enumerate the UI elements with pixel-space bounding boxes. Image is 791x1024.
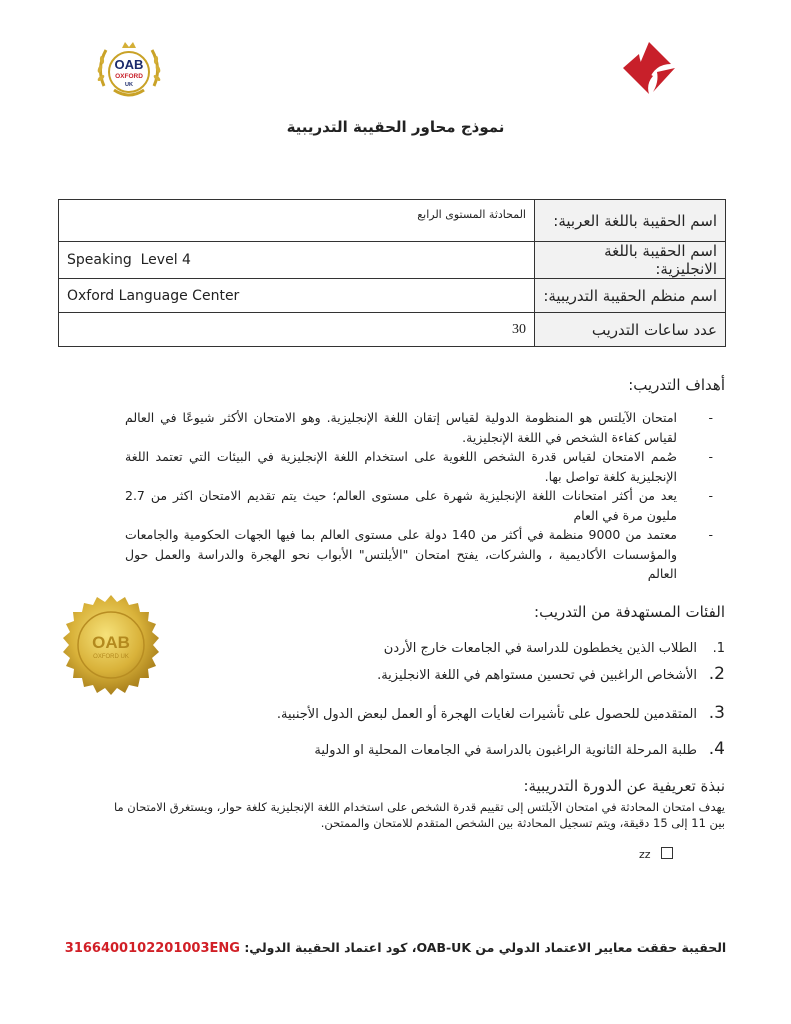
list-item: 3.المتقدمين للحصول على تأشيرات لغايات الهجرة أو العمل لبعض الدول الأجنبية. (276, 703, 725, 723)
english-course-name-value: Speaking Level 4 (59, 242, 535, 279)
table-row (59, 313, 726, 347)
arabic-course-name-label: اسم الحقيبة باللغة العربية: (535, 200, 726, 242)
list-item: - يعد من أكثر امتحانات اللغة الإنجليزية شهرة على مستوى العالم؛ حيث يتم تقديم الامتحان اكثر من 2.7 مليون مرة في العام (125, 488, 713, 523)
oab-oxford-logo (92, 38, 166, 102)
goals-list (125, 408, 725, 584)
accreditation-code: 3166400102201003ENG (64, 941, 240, 956)
goals-heading: أهداف التدريب: (628, 376, 725, 394)
logo-text-uk: UK (125, 82, 133, 88)
list-item: - صُمم الامتحان لقياس قدرة الشخص اللغوية على استخدام اللغة الإنجليزية في البيئات التي تعتمد اللغة الإنجليزية كلغة تواصل بها. (125, 449, 713, 484)
organizer-label: اسم منظم الحقيبة التدريبية: (535, 279, 726, 313)
about-heading: نبذة تعريفية عن الدورة التدريبية: (523, 777, 725, 795)
list-item: 1.الطلاب الذين يخططون للدراسة في الجامعات خارج الأردن (383, 641, 725, 656)
table-row (59, 200, 726, 242)
arabic-course-name-value: المحادثة المستوى الرابع (59, 200, 535, 242)
training-hours-label: عدد ساعات التدريب (535, 313, 726, 347)
logo-text-oxford: OXFORD (115, 73, 143, 80)
course-info-table (58, 199, 726, 347)
accreditation-footer (0, 940, 791, 956)
list-item: - معتمد من 9000 منظمة في أكثر من 140 دولة على مستوى العالم بما فيها الجهات الحكومية والجامعات والمؤسسات الأكاديمية ، والشركات، يفتح امتحان "الأيلتس" الأبواب نحو الهجرة والدراسة والعمل حول العالم (125, 527, 713, 581)
list-item: 2.الأشخاص الراغبين في تحسين مستواهم في اللغة الانجليزية. (377, 664, 725, 684)
list-item: 4.طلبة المرحلة الثانوية الراغبون بالدراسة في الجامعات المحلية او الدولية (314, 739, 725, 759)
logo-text-oab: OAB (114, 57, 144, 72)
footer-text: الحقيبة حققت معايير الاعتماد الدولي من OAB-UK، كود اعتماد الحقيبة الدولي: (244, 940, 727, 955)
list-item: - امتحان الآيلتس هو المنظومة الدولية لقياس إتقان اللغة الإنجليزية. وهو الامتحان الأكثر شيوعًا في العالم لقياس كفاءة الشخص في اللغة الإنجليزية. (125, 410, 713, 445)
organization-red-diamond-logo (613, 40, 685, 96)
targets-heading: الفئات المستهدفة من التدريب: (534, 603, 725, 621)
gold-seal-icon (60, 594, 162, 696)
about-text: يهدف امتحان المحادثة في امتحان الآيلتس إلى تقييم قدرة الشخص على استخدام اللغة الإنجليزية كلغة حوار، ويستغرق الامتحان ما بين 11 إلى 15 دقيقة، ويتم تسجيل المحادثة بين الشخص المتقدم للامتحان والممتحن. (113, 800, 725, 830)
table-row (59, 242, 726, 279)
english-course-name-label: اسم الحقيبة باللغة الانجليزية: (535, 242, 726, 279)
seal-subtext: OXFORD UK (93, 654, 129, 660)
organizer-value: Oxford Language Center (59, 279, 535, 313)
checkbox[interactable] (661, 847, 673, 859)
training-hours-value: 30 (59, 313, 535, 347)
table-row (59, 279, 726, 313)
checkbox-label: zz (639, 848, 651, 861)
seal-text: OAB (92, 633, 130, 652)
page-title: نموذج محاور الحقيبة التدريبية (286, 118, 505, 136)
